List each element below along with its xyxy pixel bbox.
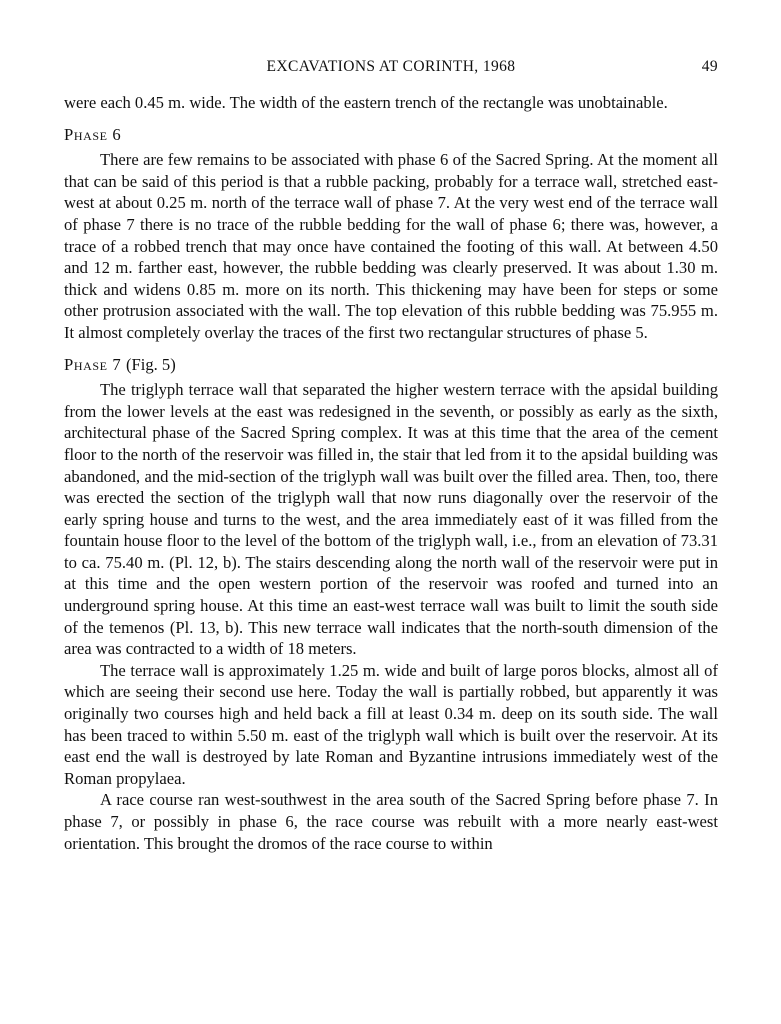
page-number: 49 (701, 58, 718, 75)
phase-6-heading (64, 124, 718, 146)
document-page (64, 58, 718, 854)
phase-6-paragraph: There are few remains to be associated with phase 6 of the Sacred Spring. At the moment all that can be said of this period is that a rubble packing, probably for a terrace wall, stretched east-west at about 0.25 m. north of the terrace wall of phase 7. At the very west end of the terrace wall of phase 7 there is no trace of the rubble bedding for the wall of phase 6; there was, however, a trace of a robbed trench that may once have contained the footing of this wall. At between 4.50 and 12 m. farther east, however, the rubble bedding was clearly preserved. It was about 1.30 m. thick and widens 0.85 m. more on its north. This thickening may have been for steps or some other protrusion associated with the wall. The top elevation of this rubble bedding was 75.955 m. It almost completely overlay the traces of the first two rectangular structures of phase 5. (64, 150, 718, 342)
phase-7-heading-text: Phase 7 (64, 354, 122, 374)
phase-7-paragraph-1: The triglyph terrace wall that separated the higher western terrace with the apsidal building from the lower levels at the east was redesigned in the seventh, or possibly as early as the sixth, architectural phase of the Sacred Spring complex. It was at this time that the area of the cement floor to the north of the reservoir was filled in, the stair that led from it to the apsidal building was abandoned, and the mid-section of the triglyph wall was built over the filled area. Then, too, there was erected the section of the triglyph wall that now runs diagonally over the reservoir of the early spring house and turns to the west, and the area immediately east of it was filled from the fountain house floor to the level of the bottom of the triglyph wall, i.e., from an elevation of 73.31 to ca. 75.40 m. (Pl. 12, b). The stairs descending along the north wall of the reservoir were put in at this time and the open western portion of the reservoir was roofed and turned into an underground spring house. At this time an east-west terrace wall was built to limit the south side of the temenos (Pl. 13, b). This new terrace wall indicates that the north-south dimension of the area was contracted to a width of 18 meters. (64, 380, 718, 659)
phase-7-heading (64, 354, 718, 376)
intro-paragraph: were each 0.45 m. wide. The width of the eastern trench of the rectangle was unobtainable. (64, 93, 668, 112)
phase-6-heading-text: Phase 6 (64, 124, 122, 144)
phase-7-paragraph-2: The terrace wall is approximately 1.25 m. wide and built of large poros blocks, almost all of which are seeing their second use here. Today the wall is partially robbed, but apparently it was originally two courses high and held back a fill at least 0.34 m. deep on its south side. The wall has been traced to within 5.50 m. east of the triglyph wall which is built over the reservoir. At its east end the wall is destroyed by late Roman and Byzantine intrusions immediately west of the Roman propylaea. (64, 660, 718, 788)
phase-7-figure-reference: (Fig. 5) (125, 354, 176, 374)
body-text (64, 92, 718, 854)
running-title: EXCAVATIONS AT CORINTH, 1968 (266, 58, 516, 75)
running-header (64, 58, 718, 80)
phase-7-paragraph-3: A race course ran west-southwest in the area south of the Sacred Spring before phase 7. In phase 7, or possibly in phase 6, the race course was rebuilt with a more nearly east-west orientation. This brought the dromos of the race course to within (64, 790, 718, 853)
